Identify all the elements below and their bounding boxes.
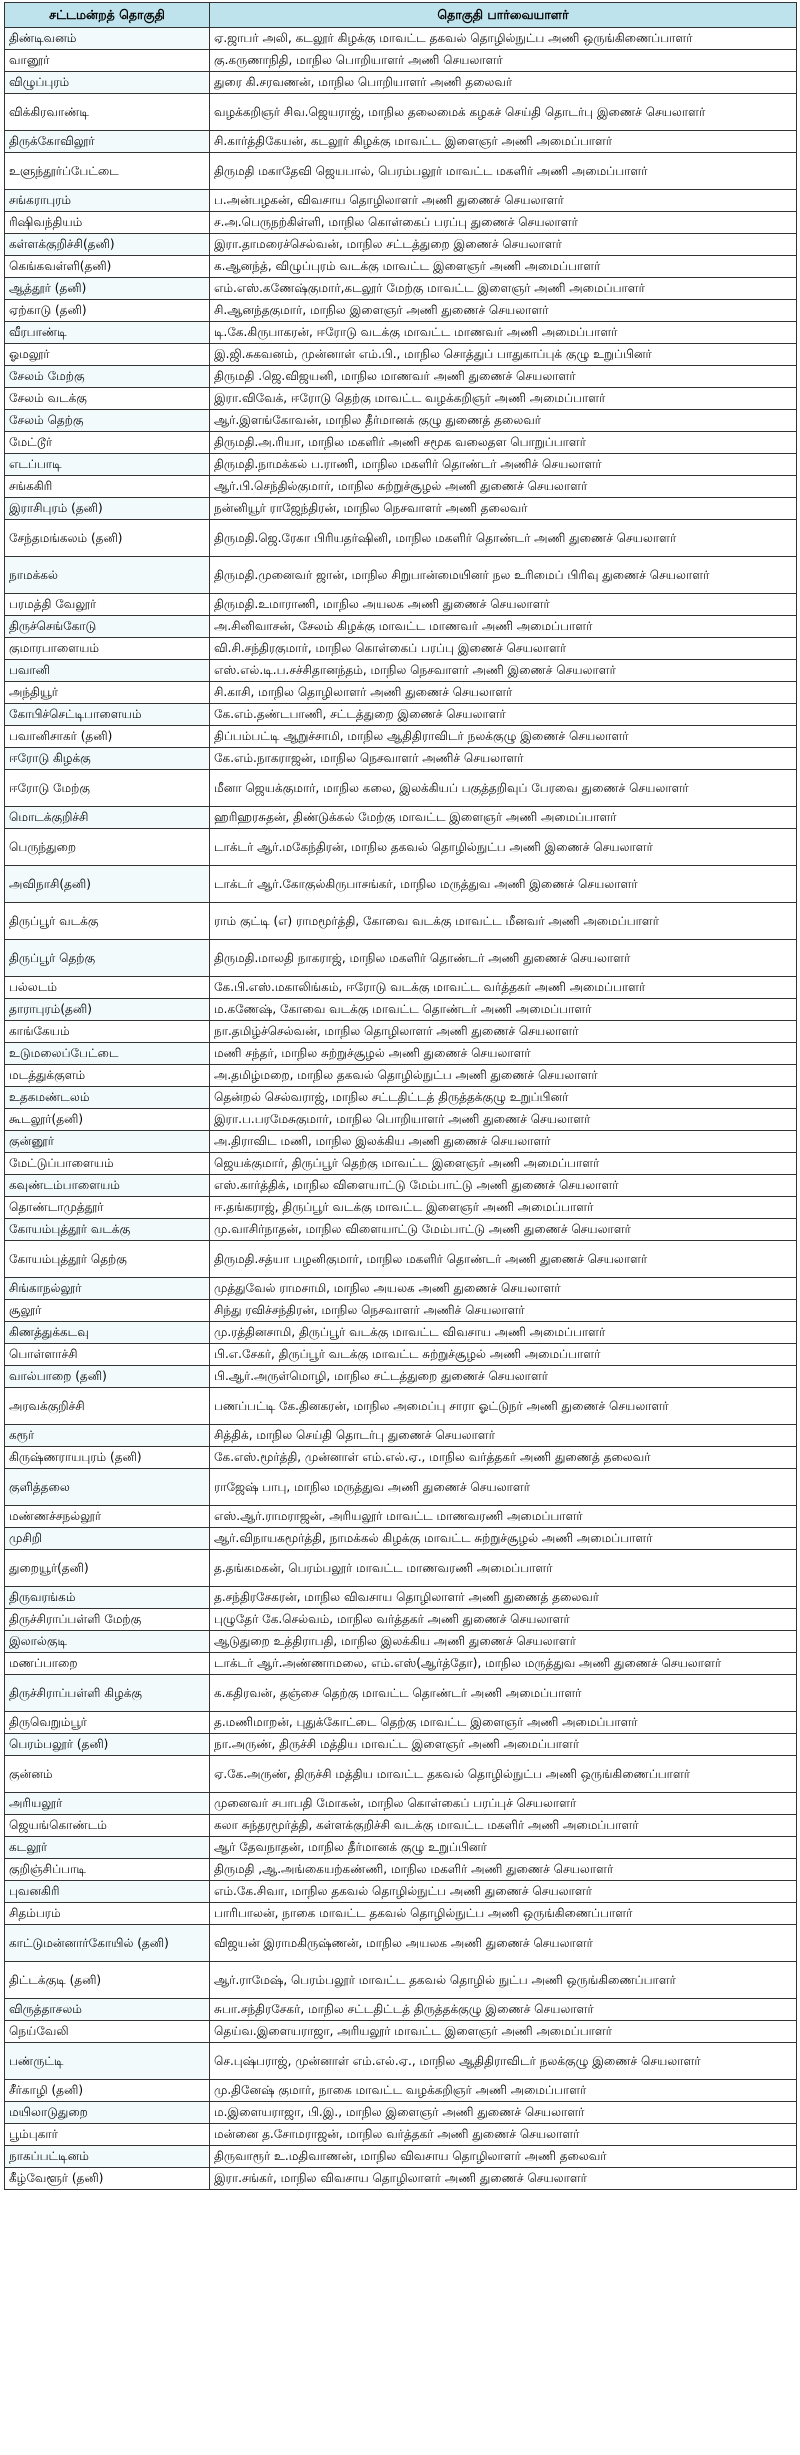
- observer-cell: திருமதி .ஜெ.விஜயனி, மாநில மாணவர் அணி துணைச் செயலாளர்: [210, 366, 797, 388]
- constituency-cell: திருக்கோவிலூர்: [5, 131, 210, 153]
- constituency-cell: திருப்பூர் தெற்கு: [5, 940, 210, 977]
- table-row: [5, 557, 797, 594]
- constituency-cell: அரியலூர்: [5, 1793, 210, 1815]
- table-row: [5, 1366, 797, 1388]
- observer-cell: ஈ.தங்கராஜ், திருப்பூர் வடக்கு மாவட்ட இளைஞர் அணி அமைப்பாளர்: [210, 1197, 797, 1219]
- constituency-cell: அவிநாசி(தனி): [5, 866, 210, 903]
- table-row: [5, 1021, 797, 1043]
- constituency-cell: பெரம்பலூர் (தனி): [5, 1734, 210, 1756]
- observer-cell: ஆர்.இளங்கோவன், மாநில தீர்மானக் குழு துணைத் தலைவர்: [210, 410, 797, 432]
- constituency-cell: சிங்காநல்லூர்: [5, 1278, 210, 1300]
- table-row: [5, 2043, 797, 2080]
- constituency-cell: திருச்சிராப்பள்ளி கிழக்கு: [5, 1675, 210, 1712]
- table-row: [5, 278, 797, 300]
- constituency-cell: மேட்டூர்: [5, 432, 210, 454]
- table-row: [5, 1631, 797, 1653]
- table-row: [5, 807, 797, 829]
- constituency-cell: ஈரோடு கிழக்கு: [5, 748, 210, 770]
- observer-cell: இ.ஜி.சுகவனம், முன்னாள் எம்.பி., மாநில சொத்துப் பாதுகாப்புக் குழு உறுப்பினர்: [210, 344, 797, 366]
- constituency-cell: மணப்பாறை: [5, 1653, 210, 1675]
- table-row: [5, 153, 797, 190]
- observer-cell: மு.ரத்தினசாமி, திருப்பூர் வடக்கு மாவட்ட விவசாய அணி அமைப்பாளர்: [210, 1322, 797, 1344]
- table-row: [5, 1793, 797, 1815]
- table-row: [5, 977, 797, 999]
- table-row: [5, 682, 797, 704]
- table-row: [5, 432, 797, 454]
- constituency-cell: துறையூர்(தனி): [5, 1550, 210, 1587]
- constituency-cell: சேலம் மேற்கு: [5, 366, 210, 388]
- table-row: [5, 454, 797, 476]
- observer-cell: பாரிபாலன், நாகை மாவட்ட தகவல் தொழில்நுட்ப அணி ஒருங்கிணைப்பாளர்: [210, 1903, 797, 1925]
- constituency-cell: மேட்டுப்பாளையம்: [5, 1153, 210, 1175]
- table-row: [5, 1528, 797, 1550]
- observer-list-sheet: [4, 2, 796, 2190]
- observer-cell: கு.கருணாநிதி, மாநில பொறியாளர் அணி செயலாளர்: [210, 50, 797, 72]
- observer-cell: ஆர்.பி.செந்தில்குமார், மாநில சுற்றுச்சூழல் அணி துணைச் செயலாளர்: [210, 476, 797, 498]
- constituency-cell: குன்னம்: [5, 1756, 210, 1793]
- constituency-cell: விக்கிரவாண்டி: [5, 94, 210, 131]
- table-row: [5, 1043, 797, 1065]
- constituency-cell: விழுப்புரம்: [5, 72, 210, 94]
- constituency-cell: திருவெறும்பூர்: [5, 1712, 210, 1734]
- observer-cell: சி.ஆனந்தகுமார், மாநில இளைஞர் அணி துணைச் செயலாளர்: [210, 300, 797, 322]
- observer-cell: நா.அருண், திருச்சி மத்திய மாவட்ட இளைஞர் அணி அமைப்பாளர்: [210, 1734, 797, 1756]
- column-header-constituency: சட்டமன்றத் தொகுதி: [5, 3, 210, 28]
- constituency-cell: கோபிச்செட்டிபாளையம்: [5, 704, 210, 726]
- observer-cell: ராஜேஷ் பாபு, மாநில மருத்துவ அணி துணைச் செயலாளர்: [210, 1469, 797, 1506]
- constituency-cell: ரிஷிவந்தியம்: [5, 212, 210, 234]
- observer-cell: த.மணிமாறன், புதுக்கோட்டை தெற்கு மாவட்ட இளைஞர் அணி அமைப்பாளர்: [210, 1712, 797, 1734]
- table-row: [5, 2102, 797, 2124]
- constituency-cell: பல்லடம்: [5, 977, 210, 999]
- observer-cell: திருமதி மகாதேவி ஜெயபால், பெரம்பலூர் மாவட்ட மகளிர் அணி அமைப்பாளர்: [210, 153, 797, 190]
- constituency-cell: சேந்தமங்கலம் (தனி): [5, 520, 210, 557]
- table-row: [5, 726, 797, 748]
- constituency-cell: கவுண்டம்பாளையம்: [5, 1175, 210, 1197]
- table-row: [5, 2124, 797, 2146]
- constituency-cell: மயிலாடுதுறை: [5, 2102, 210, 2124]
- observer-cell: பி.ஆர்.அருள்மொழி, மாநில சட்டத்துறை துணைச் செயலாளர்: [210, 1366, 797, 1388]
- constituency-cell: குன்னூர்: [5, 1131, 210, 1153]
- table-row: [5, 131, 797, 153]
- observer-cell: கே.பி.எஸ்.மகாலிங்கம், ஈரோடு வடக்கு மாவட்ட வர்த்தகர் அணி அமைப்பாளர்: [210, 977, 797, 999]
- table-row: [5, 1734, 797, 1756]
- constituency-cell: திருவரங்கம்: [5, 1587, 210, 1609]
- observer-cell: சித்திக், மாநில செய்தி தொடர்பு துணைச் செயலாளர்: [210, 1425, 797, 1447]
- observer-cell: ம.கணேஷ், கோவை வடக்கு மாவட்ட தொண்டர் அணி அமைப்பாளர்: [210, 999, 797, 1021]
- observer-cell: பி.எ.சேகர், திருப்பூர் வடக்கு மாவட்ட சுற்றுச்சூழல் அணி அமைப்பாளர்: [210, 1344, 797, 1366]
- constituency-cell: உடுமலைப்பேட்டை: [5, 1043, 210, 1065]
- table-row: [5, 2080, 797, 2102]
- constituency-cell: பொள்ளாச்சி: [5, 1344, 210, 1366]
- constituency-cell: நாமக்கல்: [5, 557, 210, 594]
- constituency-cell: ஏற்காடு (தனி): [5, 300, 210, 322]
- table-row: [5, 1859, 797, 1881]
- constituency-cell: பவானி: [5, 660, 210, 682]
- constituency-observer-table: [4, 2, 797, 2190]
- constituency-cell: திண்டிவனம்: [5, 28, 210, 50]
- table-row: [5, 1962, 797, 1999]
- constituency-cell: வால்பாறை (தனி): [5, 1366, 210, 1388]
- table-row: [5, 940, 797, 977]
- constituency-cell: மொடக்குறிச்சி: [5, 807, 210, 829]
- table-row: [5, 1756, 797, 1793]
- observer-cell: விஜயன் இராமகிருஷ்ணன், மாநில அயலக அணி துணைச் செயலாளர்: [210, 1925, 797, 1962]
- observer-cell: ஆடுதுறை உத்திராபதி, மாநில இலக்கிய அணி துணைச் செயலாளர்: [210, 1631, 797, 1653]
- table-row: [5, 616, 797, 638]
- observer-cell: தென்றல் செல்வராஜ், மாநில சட்டதிட்டத் திருத்தக்குழு உறுப்பினர்: [210, 1087, 797, 1109]
- constituency-cell: கீழ்வேளூர் (தனி): [5, 2168, 210, 2190]
- constituency-cell: குமாரபாளையம்: [5, 638, 210, 660]
- table-row: [5, 1550, 797, 1587]
- observer-cell: திருமதி.மாலதி நாகராஜ், மாநில மகளிர் தொண்டர் அணி துணைச் செயலாளர்: [210, 940, 797, 977]
- observer-cell: மு.தினேஷ் குமார், நாகை மாவட்ட வழக்கறிஞர் அணி அமைப்பாளர்: [210, 2080, 797, 2102]
- observer-cell: வி.சி.சந்திரகுமார், மாநில கொள்கைப் பரப்பு இணைச் செயலாளர்: [210, 638, 797, 660]
- observer-cell: கலா சுந்தரமூர்த்தி, கள்ளக்குறிச்சி வடக்கு மாவட்ட மகளிர் அணி அமைப்பாளர்: [210, 1815, 797, 1837]
- observer-cell: புழுதேர் கே.செல்வம், மாநில வர்த்தகர் அணி துணைச் செயலாளர்: [210, 1609, 797, 1631]
- constituency-cell: சிதம்பரம்: [5, 1903, 210, 1925]
- table-row: [5, 1653, 797, 1675]
- constituency-cell: கிணத்துக்கடவு: [5, 1322, 210, 1344]
- constituency-cell: காங்கேயம்: [5, 1021, 210, 1043]
- table-row: [5, 2021, 797, 2043]
- observer-cell: நா.தமிழ்ச்செல்வன், மாநில தொழிலாளர் அணி துணைச் செயலாளர்: [210, 1021, 797, 1043]
- observer-cell: செ.புஷ்பராஜ், முன்னாள் எம்.எல்.ஏ., மாநில ஆதிதிராவிடர் நலக்குழு இணைச் செயலாளர்: [210, 2043, 797, 2080]
- observer-cell: டாக்டர் ஆர்.அண்ணாமலை, எம்.எஸ்(ஆர்த்தோ), மாநில மருத்துவ அணி துணைச் செயலாளர்: [210, 1653, 797, 1675]
- observer-cell: சி.காசி, மாநில தொழிலாளர் அணி துணைச் செயலாளர்: [210, 682, 797, 704]
- observer-cell: எஸ்.எல்.டி.ப.சச்சிதானந்தம், மாநில நெசவாளர் அணி இணைச் செயலாளர்: [210, 660, 797, 682]
- table-row: [5, 1344, 797, 1366]
- observer-cell: திருமதி.உமாராணி, மாநில அயலக அணி துணைச் செயலாளர்: [210, 594, 797, 616]
- constituency-cell: உதகமண்டலம்: [5, 1087, 210, 1109]
- table-row: [5, 28, 797, 50]
- table-row: [5, 1675, 797, 1712]
- constituency-cell: புவனகிரி: [5, 1881, 210, 1903]
- constituency-cell: தொண்டாமுத்தூர்: [5, 1197, 210, 1219]
- observer-cell: சிந்து ரவிச்சந்திரன், மாநில நெசவாளர் அணிச் செயலாளர்: [210, 1300, 797, 1322]
- observer-cell: முனைவர் சபாபதி மோகன், மாநில கொள்கைப் பரப்புச் செயலாளர்: [210, 1793, 797, 1815]
- table-row: [5, 72, 797, 94]
- constituency-cell: கோயம்புத்தூர் தெற்கு: [5, 1241, 210, 1278]
- table-row: [5, 1219, 797, 1241]
- observer-cell: கே.எம்.நாகராஜன், மாநில நெசவாளர் அணிச் செயலாளர்: [210, 748, 797, 770]
- table-row: [5, 1388, 797, 1425]
- observer-cell: டி.கே.கிருபாகரன், ஈரோடு வடக்கு மாவட்ட மாணவர் அணி அமைப்பாளர்: [210, 322, 797, 344]
- table-row: [5, 300, 797, 322]
- constituency-cell: நாகப்பட்டினம்: [5, 2146, 210, 2168]
- observer-cell: எம்.எஸ்.கணேஷ்குமார்,கடலூர் மேற்கு மாவட்ட இளைஞர் அணி அமைப்பாளர்: [210, 278, 797, 300]
- table-row: [5, 322, 797, 344]
- observer-cell: இரா.சங்கர், மாநில விவசாய தொழிலாளர் அணி துணைச் செயலாளர்: [210, 2168, 797, 2190]
- constituency-cell: சங்கராபுரம்: [5, 190, 210, 212]
- constituency-cell: சீர்காழி (தனி): [5, 2080, 210, 2102]
- observer-cell: ராம் குட்டி (எ) ராமமூர்த்தி, கோவை வடக்கு மாவட்ட மீனவர் அணி அமைப்பாளர்: [210, 903, 797, 940]
- observer-cell: ப.அன்பழகன், விவசாய தொழிலாளர் அணி துணைச் செயலாளர்: [210, 190, 797, 212]
- observer-cell: சுபா.சந்திரசேகர், மாநில சட்டதிட்டத் திருத்தக்குழு இணைச் செயலாளர்: [210, 1999, 797, 2021]
- table-row: [5, 234, 797, 256]
- observer-cell: த.தங்கமகன், பெரம்பலூர் மாவட்ட மாணவரணி அமைப்பாளர்: [210, 1550, 797, 1587]
- table-row: [5, 1881, 797, 1903]
- table-row: [5, 903, 797, 940]
- observer-cell: திருமதி.அ.ரியா, மாநில மகளிர் அணி சமூக வலைதள பொறுப்பாளர்: [210, 432, 797, 454]
- observer-cell: மு.வாசிர்நாதன், மாநில விளையாட்டு மேம்பாட்டு அணி துணைச் செயலாளர்: [210, 1219, 797, 1241]
- observer-cell: திருமதி.நாமக்கல் ப.ராணி, மாநில மகளிர் தொண்டர் அணிச் செயலாளர்: [210, 454, 797, 476]
- table-row: [5, 1425, 797, 1447]
- observer-cell: டாக்டர் ஆர்.கோகுல்கிருபாசங்கர், மாநில மருத்துவ அணி இணைச் செயலாளர்: [210, 866, 797, 903]
- table-row: [5, 1925, 797, 1962]
- constituency-cell: மண்ணச்சநல்லூர்: [5, 1506, 210, 1528]
- table-row: [5, 388, 797, 410]
- observer-cell: திருவாரூர் உ.மதிவாணன், மாநில விவசாய தொழிலாளர் அணி தலைவர்: [210, 2146, 797, 2168]
- table-row: [5, 1469, 797, 1506]
- constituency-cell: கள்ளக்குறிச்சி(தனி): [5, 234, 210, 256]
- constituency-cell: திருப்பூர் வடக்கு: [5, 903, 210, 940]
- observer-cell: ஆர் தேவநாதன், மாநில தீர்மானக் குழு உறுப்பினர்: [210, 1837, 797, 1859]
- constituency-cell: திட்டக்குடி (தனி): [5, 1962, 210, 1999]
- constituency-cell: அந்தியூர்: [5, 682, 210, 704]
- constituency-cell: கோயம்புத்தூர் வடக்கு: [5, 1219, 210, 1241]
- observer-cell: பணப்பட்டி கே.தினகரன், மாநில அமைப்பு சாரா ஓட்டுநர் அணி துணைச் செயலாளர்: [210, 1388, 797, 1425]
- observer-cell: ஜெயக்குமார், திருப்பூர் தெற்கு மாவட்ட இளைஞர் அணி அமைப்பாளர்: [210, 1153, 797, 1175]
- observer-cell: திருமதி ,ஆ.அங்கையற்கண்ணி, மாநில மகளிர் அணி துணைச் செயலாளர்: [210, 1859, 797, 1881]
- table-row: [5, 498, 797, 520]
- table-row: [5, 1278, 797, 1300]
- constituency-cell: வானூர்: [5, 50, 210, 72]
- constituency-cell: கெங்கவள்ளி(தனி): [5, 256, 210, 278]
- table-row: [5, 476, 797, 498]
- observer-cell: மீனா ஜெயக்குமார், மாநில கலை, இலக்கியப் பகுத்தறிவுப் பேரவை துணைச் செயலாளர்: [210, 770, 797, 807]
- constituency-cell: கடலூர்: [5, 1837, 210, 1859]
- constituency-cell: கூடலூர்(தனி): [5, 1109, 210, 1131]
- observer-cell: க.ஆனந்த், விழுப்புரம் வடக்கு மாவட்ட இளைஞர் அணி அமைப்பாளர்: [210, 256, 797, 278]
- observer-cell: க.கதிரவன், தஞ்சை தெற்கு மாவட்ட தொண்டர் அணி அமைப்பாளர்: [210, 1675, 797, 1712]
- table-row: [5, 1447, 797, 1469]
- table-row: [5, 1837, 797, 1859]
- table-row: [5, 704, 797, 726]
- table-row: [5, 748, 797, 770]
- table-row: [5, 829, 797, 866]
- constituency-cell: குளித்தலை: [5, 1469, 210, 1506]
- table-row: [5, 1131, 797, 1153]
- table-row: [5, 344, 797, 366]
- observer-cell: இரா.விவேக், ஈரோடு தெற்கு மாவட்ட வழக்கறிஞர் அணி அமைப்பாளர்: [210, 388, 797, 410]
- observer-cell: ஏ.கே.அருண், திருச்சி மத்திய மாவட்ட தகவல் தொழில்நுட்ப அணி ஒருங்கிணைப்பாளர்: [210, 1756, 797, 1793]
- table-row: [5, 1241, 797, 1278]
- table-row: [5, 50, 797, 72]
- table-row: [5, 1815, 797, 1837]
- constituency-cell: விருத்தாசலம்: [5, 1999, 210, 2021]
- constituency-cell: சேலம் வடக்கு: [5, 388, 210, 410]
- table-row: [5, 660, 797, 682]
- observer-cell: இரா.தாமரைச்செல்வன், மாநில சட்டத்துறை இணைச் செயலாளர்: [210, 234, 797, 256]
- observer-cell: ஆர்.ராமேஷ், பெரம்பலூர் மாவட்ட தகவல் தொழில் நுட்ப அணி ஒருங்கிணைப்பாளர்: [210, 1962, 797, 1999]
- constituency-cell: இலால்குடி: [5, 1631, 210, 1653]
- constituency-cell: அரவக்குறிச்சி: [5, 1388, 210, 1425]
- table-header-row: [5, 3, 797, 28]
- constituency-cell: திருச்செங்கோடு: [5, 616, 210, 638]
- observer-cell: சி.கார்த்திகேயன், கடலூர் கிழக்கு மாவட்ட இளைஞர் அணி அமைப்பாளர்: [210, 131, 797, 153]
- table-row: [5, 1087, 797, 1109]
- table-row: [5, 1300, 797, 1322]
- table-row: [5, 1065, 797, 1087]
- observer-cell: நன்னியூர் ராஜேந்திரன், மாநில நெசவாளர் அணி தலைவர்: [210, 498, 797, 520]
- constituency-cell: உளுந்தூர்ப்பேட்டை: [5, 153, 210, 190]
- observer-cell: முத்துவேல் ராமசாமி, மாநில அயலக அணி துணைச் செயலாளர்: [210, 1278, 797, 1300]
- constituency-cell: பண்ருட்டி: [5, 2043, 210, 2080]
- constituency-cell: சேலம் தெற்கு: [5, 410, 210, 432]
- table-row: [5, 1175, 797, 1197]
- column-header-observer: தொகுதி பார்வையாளர்: [210, 3, 797, 28]
- constituency-cell: ஓமலூர்: [5, 344, 210, 366]
- table-row: [5, 212, 797, 234]
- constituency-cell: இராசிபுரம் (தனி): [5, 498, 210, 520]
- table-row: [5, 1322, 797, 1344]
- table-row: [5, 999, 797, 1021]
- observer-cell: ச.அ.பெருநற்கிள்ளி, மாநில கொள்கைப் பரப்பு துணைச் செயலாளர்: [210, 212, 797, 234]
- table-row: [5, 520, 797, 557]
- constituency-cell: ஆத்தூர் (தனி): [5, 278, 210, 300]
- table-row: [5, 2146, 797, 2168]
- observer-cell: கே.எஸ்.மூர்த்தி, முன்னாள் எம்.எல்.ஏ., மாநில வர்த்தகர் அணி துணைத் தலைவர்: [210, 1447, 797, 1469]
- constituency-cell: குறிஞ்சிப்பாடி: [5, 1859, 210, 1881]
- constituency-cell: மடத்துக்குளம்: [5, 1065, 210, 1087]
- constituency-cell: தாராபுரம்(தனி): [5, 999, 210, 1021]
- table-row: [5, 1109, 797, 1131]
- constituency-cell: சங்ககிரி: [5, 476, 210, 498]
- observer-cell: அ.சினிவாசன், சேலம் கிழக்கு மாவட்ட மாணவர் அணி அமைப்பாளர்: [210, 616, 797, 638]
- observer-cell: எம்.கே.சிவா, மாநில தகவல் தொழில்நுட்ப அணி துணைச் செயலாளர்: [210, 1881, 797, 1903]
- constituency-cell: பூம்புகார்: [5, 2124, 210, 2146]
- observer-cell: மணி சந்தர், மாநில சுற்றுச்சூழல் அணி துணைச் செயலாளர்: [210, 1043, 797, 1065]
- observer-cell: திருமதி.ஜெ.ரேகா பிரியதர்ஷினி, மாநில மகளிர் தொண்டர் அணி துணைச் செயலாளர்: [210, 520, 797, 557]
- observer-cell: அ.தமிழ்மறை, மாநில தகவல் தொழில்நுட்ப அணி துணைச் செயலாளர்: [210, 1065, 797, 1087]
- observer-cell: த.சந்திரசேகரன், மாநில விவசாய தொழிலாளர் அணி துணைத் தலைவர்: [210, 1587, 797, 1609]
- table-body: [5, 28, 797, 2190]
- observer-cell: திப்பம்பட்டி ஆறுச்சாமி, மாநில ஆதிதிராவிடர் நலக்குழு இணைச் செயலாளர்: [210, 726, 797, 748]
- constituency-cell: கரூர்: [5, 1425, 210, 1447]
- table-row: [5, 770, 797, 807]
- observer-cell: ஹரிஹரசுதன், திண்டுக்கல் மேற்கு மாவட்ட இளைஞர் அணி அமைப்பாளர்: [210, 807, 797, 829]
- table-row: [5, 256, 797, 278]
- constituency-cell: பெருந்துறை: [5, 829, 210, 866]
- constituency-cell: கிருஷ்ணராயபுரம் (தனி): [5, 1447, 210, 1469]
- table-row: [5, 1903, 797, 1925]
- table-row: [5, 1587, 797, 1609]
- observer-cell: திருமதி.சத்யா பழனிகுமார், மாநில மகளிர் தொண்டர் அணி துணைச் செயலாளர்: [210, 1241, 797, 1278]
- observer-cell: தெய்வ.இளையராஜா, அரியலூர் மாவட்ட இளைஞர் அணி அமைப்பாளர்: [210, 2021, 797, 2043]
- table-row: [5, 190, 797, 212]
- table-row: [5, 1609, 797, 1631]
- table-row: [5, 410, 797, 432]
- observer-cell: திருமதி.முனைவர் ஜான், மாநில சிறுபான்மையினர் நல உரிமைப் பிரிவு துணைச் செயலாளர்: [210, 557, 797, 594]
- observer-cell: ஆர்.விநாயகமூர்த்தி, நாமக்கல் கிழக்கு மாவட்ட சுற்றுச்சூழல் அணி அமைப்பாளர்: [210, 1528, 797, 1550]
- observer-cell: எஸ்.ஆர்.ராமராஜன், அரியலூர் மாவட்ட மாணவரணி அமைப்பாளர்: [210, 1506, 797, 1528]
- table-row: [5, 638, 797, 660]
- constituency-cell: பவானிசாகர் (தனி): [5, 726, 210, 748]
- table-row: [5, 594, 797, 616]
- observer-cell: வழக்கறிஞர் சிவ.ஜெயராஜ், மாநில தலைமைக் கழகச் செய்தி தொடர்பு இணைச் செயலாளர்: [210, 94, 797, 131]
- observer-cell: ம.இளையராஜா, பி.இ., மாநில இளைஞர் அணி துணைச் செயலாளர்: [210, 2102, 797, 2124]
- constituency-cell: ஜெயங்கொண்டம்: [5, 1815, 210, 1837]
- observer-cell: அ.திராவிட மணி, மாநில இலக்கிய அணி துணைச் செயலாளர்: [210, 1131, 797, 1153]
- table-row: [5, 94, 797, 131]
- table-row: [5, 1197, 797, 1219]
- constituency-cell: ஈரோடு மேற்கு: [5, 770, 210, 807]
- constituency-cell: திருச்சிராப்பள்ளி மேற்கு: [5, 1609, 210, 1631]
- observer-cell: எஸ்.கார்த்திக், மாநில விளையாட்டு மேம்பாட்டு அணி துணைச் செயலாளர்: [210, 1175, 797, 1197]
- observer-cell: இரா.ப.பரமேசுகுமார், மாநில பொறியாளர் அணி துணைச் செயலாளர்: [210, 1109, 797, 1131]
- constituency-cell: எடப்பாடி: [5, 454, 210, 476]
- observer-cell: மன்னை த.சோமராஜன், மாநில வர்த்தகர் அணி துணைச் செயலாளர்: [210, 2124, 797, 2146]
- table-row: [5, 2168, 797, 2190]
- table-row: [5, 1153, 797, 1175]
- table-row: [5, 1999, 797, 2021]
- constituency-cell: பரமத்தி வேலூர்: [5, 594, 210, 616]
- observer-cell: கே.எம்.தண்டபாணி, சட்டத்துறை இணைச் செயலாளர்: [210, 704, 797, 726]
- constituency-cell: முசிறி: [5, 1528, 210, 1550]
- constituency-cell: வீரபாண்டி: [5, 322, 210, 344]
- table-row: [5, 866, 797, 903]
- observer-cell: துரை கி.சரவணன், மாநில பொறியாளர் அணி தலைவர்: [210, 72, 797, 94]
- constituency-cell: காட்டுமன்னார்கோயில் (தனி): [5, 1925, 210, 1962]
- table-row: [5, 1712, 797, 1734]
- observer-cell: டாக்டர் ஆர்.மகேந்திரன், மாநில தகவல் தொழில்நுட்ப அணி இணைச் செயலாளர்: [210, 829, 797, 866]
- constituency-cell: சூலூர்: [5, 1300, 210, 1322]
- observer-cell: ஏ.ஜாபர் அலி, கடலூர் கிழக்கு மாவட்ட தகவல் தொழில்நுட்ப அணி ஒருங்கிணைப்பாளர்: [210, 28, 797, 50]
- table-row: [5, 1506, 797, 1528]
- table-row: [5, 366, 797, 388]
- constituency-cell: நெய்வேலி: [5, 2021, 210, 2043]
